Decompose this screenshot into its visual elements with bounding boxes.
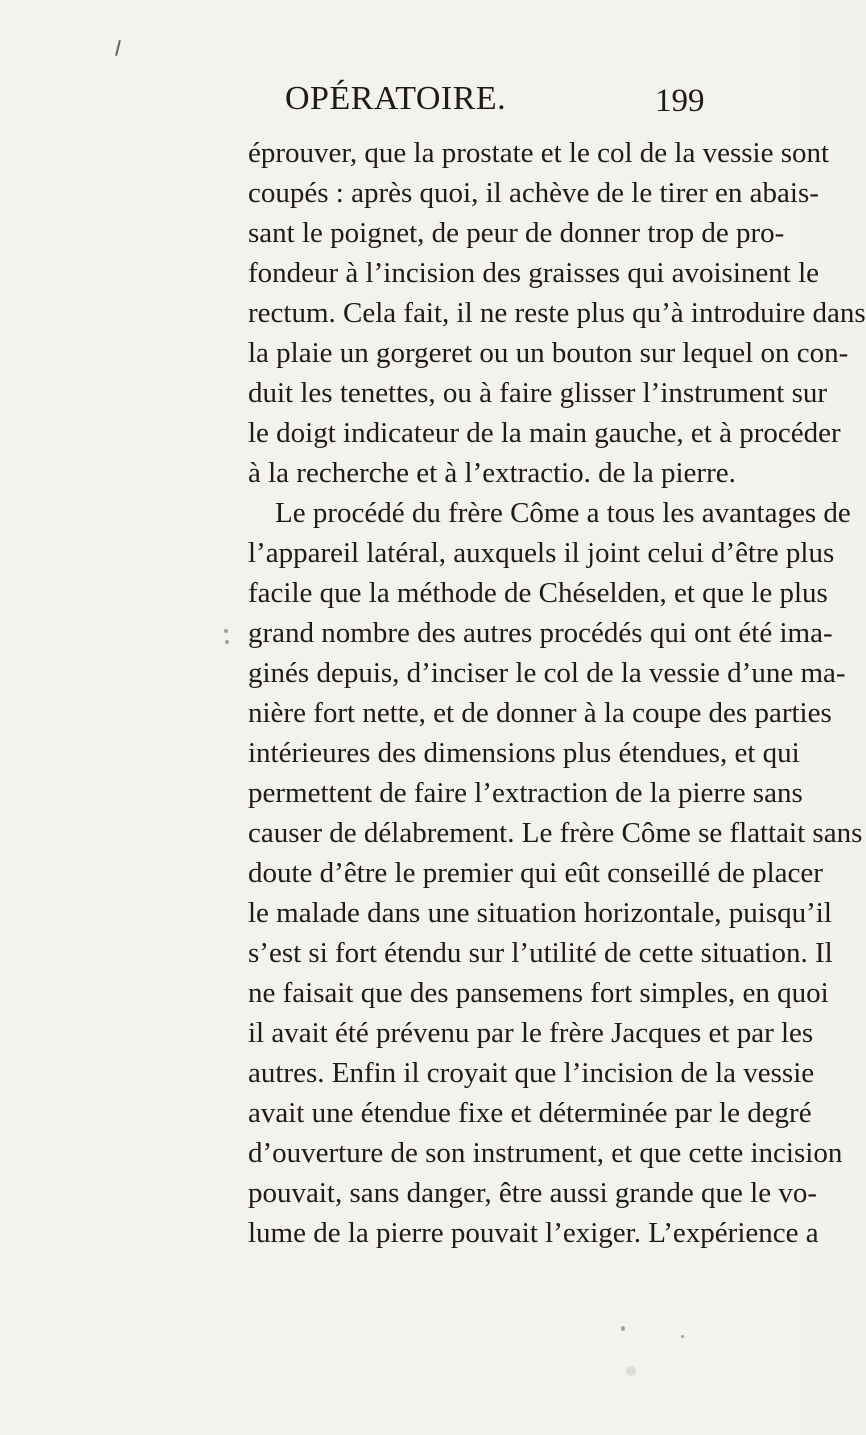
page-header bbox=[0, 82, 800, 128]
text-line: coupés : après quoi, il achève de le tirer en abais- bbox=[248, 177, 819, 209]
text-line: duit les tenettes, ou à faire glisser l’instrument sur bbox=[248, 377, 828, 409]
ink-stroke-top bbox=[115, 40, 121, 56]
text-line: doute d’être le premier qui eût conseillé de placer bbox=[248, 857, 823, 889]
text-line: d’ouverture de son instrument, et que cette incision bbox=[248, 1137, 843, 1169]
text-line: l’appareil latéral, auxquels il joint celui d’être plus bbox=[248, 537, 835, 569]
text-line: ne faisait que des pansemens fort simples, en quoi bbox=[248, 977, 829, 1009]
margin-speck bbox=[224, 629, 228, 633]
text-line: rectum. Cela fait, il ne reste plus qu’à introduire dans bbox=[248, 297, 866, 329]
text-line: à la recherche et à l’extractio. de la pierre. bbox=[248, 457, 736, 489]
text-line: permettent de faire l’extraction de la pierre sans bbox=[248, 777, 803, 809]
text-line: il avait été prévenu par le frère Jacques et par les bbox=[248, 1017, 814, 1049]
paper-speck bbox=[621, 1326, 625, 1331]
text-line: le doigt indicateur de la main gauche, et à procéder bbox=[248, 417, 841, 449]
page-number: 199 bbox=[655, 83, 705, 119]
text-line: pouvait, sans danger, être aussi grande que le vo- bbox=[248, 1177, 817, 1209]
paragraph-first-line: Le procédé du frère Côme a tous les avantages de bbox=[275, 497, 851, 529]
margin-speck bbox=[225, 640, 229, 644]
text-line: autres. Enfin il croyait que l’incision de la vessie bbox=[248, 1057, 815, 1089]
text-line: nière fort nette, et de donner à la coupe des parties bbox=[248, 697, 832, 729]
text-line: facile que la méthode de Chéselden, et que le plus bbox=[248, 577, 828, 609]
text-line: s’est si fort étendu sur l’utilité de cette situation. Il bbox=[248, 937, 833, 969]
text-line: ginés depuis, d’inciser le col de la vessie d’une ma- bbox=[248, 657, 846, 689]
text-line: fondeur à l’incision des graisses qui avoisinent le bbox=[248, 257, 820, 289]
text-line: le malade dans une situation horizontale, puisqu’il bbox=[248, 897, 832, 929]
text-line: causer de délabrement. Le frère Côme se flattait sans bbox=[248, 817, 863, 849]
text-line: intérieures des dimensions plus étendues, et qui bbox=[248, 737, 800, 769]
text-line: lume de la pierre pouvait l’exiger. L’expérience a bbox=[248, 1217, 819, 1249]
text-line: grand nombre des autres procédés qui ont été ima- bbox=[248, 617, 833, 649]
text-line: avait une étendue fixe et déterminée par le degré bbox=[248, 1097, 812, 1129]
text-line: la plaie un gorgeret ou un bouton sur lequel on con- bbox=[248, 337, 849, 369]
text-line: sant le poignet, de peur de donner trop de pro- bbox=[248, 217, 785, 249]
text-line: éprouver, que la prostate et le col de la vessie sont bbox=[248, 137, 830, 169]
paper-speck bbox=[681, 1335, 684, 1338]
paper-speck bbox=[626, 1366, 636, 1376]
running-title: OPÉRATOIRE. bbox=[285, 80, 507, 117]
